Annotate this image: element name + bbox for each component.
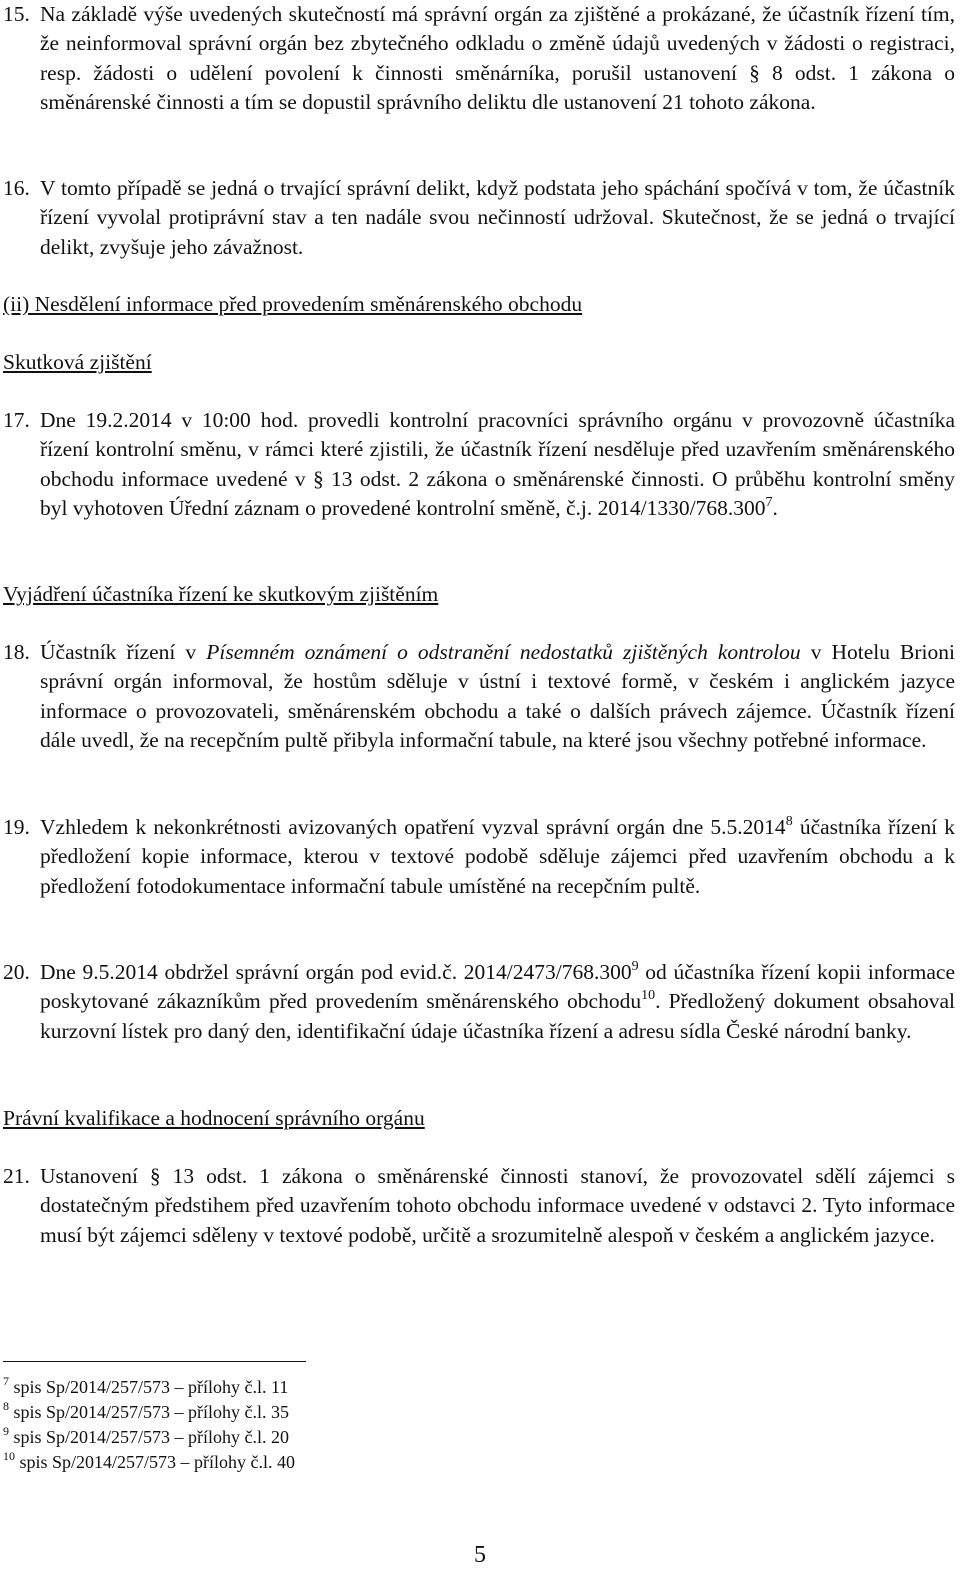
page-number: 5	[474, 1542, 486, 1568]
footnote-9: $^9$ spis Sp/2014/257/573 – přílohy č.l. 20	[3, 1424, 290, 1447]
paragraph-text: Na základě výše uvedených skutečností má správní orgán za zjištěné a prokázané, že účastník řízení tím, že neinformoval správní orgán bez zbytečného odkladu o změně údajů uvedených v žádosti o registraci, resp. žádosti o udělení povolení k činnosti směnárníka, porušil ustanovení § 8 odst. 1 zákona o směnárenské činnosti a tím se dopustil správního deliktu dle ustanovení 21 tohoto zákona.	[40, 2, 955, 115]
paragraph-21	[3, 1162, 955, 1250]
paragraph-number: 17.	[3, 408, 30, 432]
footnote-8: $^8$ spis Sp/2014/257/573 – přílohy č.l. 35	[3, 1399, 290, 1422]
heading-facts: Skutková zjištění	[3, 350, 152, 374]
footnote-ref[interactable]: 10	[641, 988, 656, 1004]
paragraph-text: Vzhledem k nekonkrétnosti avizovaných opatření vyzval správní orgán dne 5.5.2014$^8$ účastníka řízení k předložení kopie informace, kterou v textové podobě sděluje zájemci před uzavřením obchodu a k předložení fotodokumentace informační tabule umístěné na recepčním pultě.	[40, 813, 955, 898]
paragraph-20	[3, 958, 955, 1046]
paragraph-text: Dne 9.5.2014 obdržel správní orgán pod evid.č. 2014/2473/768.300$^9$ od účastníka řízení kopii informace poskytované zákazníkům před provedením směnárenského obchodu$^{10}$. Předložený dokument obsahoval kurzovní lístek pro daný den, identifikační údaje účastníka řízení a adresu sídla České národní banky.	[40, 958, 955, 1043]
paragraph-17	[3, 406, 955, 524]
document-title: Písemném oznámení o odstranění nedostatků zjištěných kontrolou	[206, 640, 801, 664]
paragraph-number: 19.	[3, 815, 30, 839]
paragraph-16	[3, 174, 955, 262]
footnote-ref[interactable]: 8	[785, 813, 793, 829]
footnote-10: $^{10}$ spis Sp/2014/257/573 – přílohy č.l. 40	[3, 1449, 296, 1472]
footnote-divider	[3, 1361, 306, 1362]
section-heading-ii: (ii) Nesdělení informace před provedením směnárenského obchodu	[3, 292, 583, 316]
paragraph-18	[3, 638, 955, 756]
footnote-7: $^7$ spis Sp/2014/257/573 – přílohy č.l. 11	[3, 1374, 289, 1397]
footnote-ref[interactable]: 9	[631, 958, 639, 974]
heading-legal: Právní kvalifikace a hodnocení správního orgánu	[3, 1106, 425, 1130]
paragraph-number: 15.	[3, 2, 30, 26]
heading-statement: Vyjádření účastníka řízení ke skutkovým zjištěním	[3, 582, 439, 606]
paragraph-text: Účastník řízení v Písemném oznámení o odstranění nedostatků zjištěných kontrolou v Hotelu Brioni správní orgán informoval, že hostům sděluje v ústní i textové formě, v českém i anglickém jazyce informace o provozovateli, směnárenském obchodu a také o dalších právech zájemce. Účastník řízení dále uvedl, že na recepčním pultě přibyla informační tabule, na které jsou všechny potřebné informace.	[40, 640, 956, 753]
paragraph-15	[3, 0, 955, 118]
paragraph-number: 21.	[3, 1164, 30, 1188]
paragraph-text: V tomto případě se jedná o trvající správní delikt, když podstata jeho spáchání spočívá v tom, že účastník řízení vyvolal protiprávní stav a ten nadále svou nečinností udržoval. Skutečnost, že se jedná o trvající delikt, zvyšuje jeho závažnost.	[40, 176, 955, 259]
paragraph-number: 20.	[3, 960, 30, 984]
paragraph-19	[3, 813, 955, 901]
paragraph-text: Ustanovení § 13 odst. 1 zákona o směnárenské činnosti stanoví, že provozovatel sdělí zájemci s dostatečným předstihem před uzavřením tohoto obchodu informace uvedené v odstavci 2. Tyto informace musí být zájemci sděleny v textové podobě, určitě a srozumitelně alespoň v českém a anglickém jazyce.	[40, 1164, 955, 1247]
footnote-ref[interactable]: 7	[765, 495, 773, 511]
paragraph-number: 16.	[3, 176, 30, 200]
paragraph-number: 18.	[3, 640, 30, 664]
paragraph-text: Dne 19.2.2014 v 10:00 hod. provedli kontrolní pracovníci správního orgánu v provozovně účastníka řízení kontrolní směnu, v rámci které zjistili, že účastník řízení nesděluje před uzavřením směnárenského obchodu informace uvedené v § 13 odst. 2 zákona o směnárenské činnosti. O průběhu kontrolní směny byl vyhotoven Úřední záznam o provedené kontrolní směně, č.j. 2014/1330/768.300$^7$.	[40, 408, 955, 521]
